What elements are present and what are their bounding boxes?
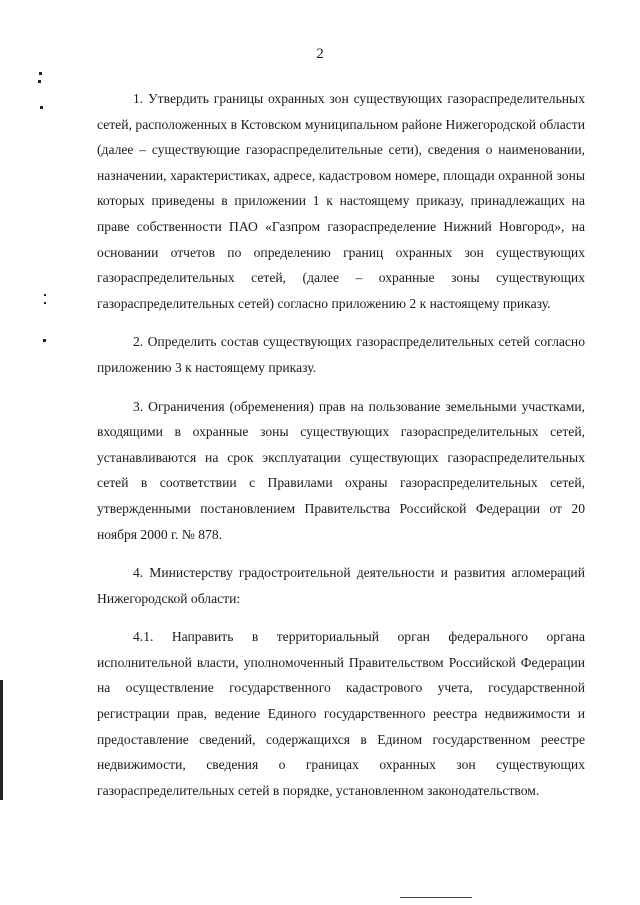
scan-mark [39,72,42,75]
scan-mark [38,80,41,83]
bottom-line [400,897,472,898]
document-body [97,86,585,803]
paragraph-4: 4. Министерству градостроительной деятельности и развития агломераций Нижегородской области: [97,565,585,606]
scan-edge-mark [0,680,3,800]
paragraph-4-1: 4.1. Направить в территориальный орган федерального органа исполнительной власти, уполномоченный Правительством Российской Федерации на осуществление государственного кадастрового учета, государственной регистрации прав, ведение Единого государственного реестра недвижимости и предоставление сведений, содержащихся в Едином государственном реестре недвижимости, сведения о границах охранных зон существующих газораспределительных сетей в порядке, установленном законодательством. [97,629,585,798]
paragraph-1: 1. Утвердить границы охранных зон существующих газораспределительных сетей, расположенных в Кстовском муниципальном районе Нижегородской области (далее – существующие газораспределительные сети), сведения о наименовании, назначении, характеристиках, адресе, кадастровом номере, площади охранной зоны которых приведены в приложении 1 к настоящему приказу, принадлежащих на праве собственности ПАО «Газпром газораспределение Нижний Новгород», на основании отчетов по определению границ охранных зон существующих газораспределительных сетей, (далее – охранные зоны существующих газораспределительных сетей) согласно приложению 2 к настоящему приказу. [97,91,585,311]
scan-mark [44,294,46,296]
scan-mark [44,302,46,304]
paragraph-2: 2. Определить состав существующих газораспределительных сетей согласно приложению 3 к настоящему приказу. [97,334,585,375]
scan-mark [40,106,43,109]
page-number: 2 [316,46,324,62]
paragraph-3: 3. Ограничения (обременения) прав на пользование земельными участками, входящими в охранные зоны существующих газораспределительных сетей, устанавливаются на срок эксплуатации существующих газораспределительных сетей в соответствии с Правилами охраны газораспределительных сетей, утвержденными постановлением Правительства Российской Федерации от 20 ноября 2000 г. № 878. [97,398,585,542]
scan-mark [43,339,46,342]
